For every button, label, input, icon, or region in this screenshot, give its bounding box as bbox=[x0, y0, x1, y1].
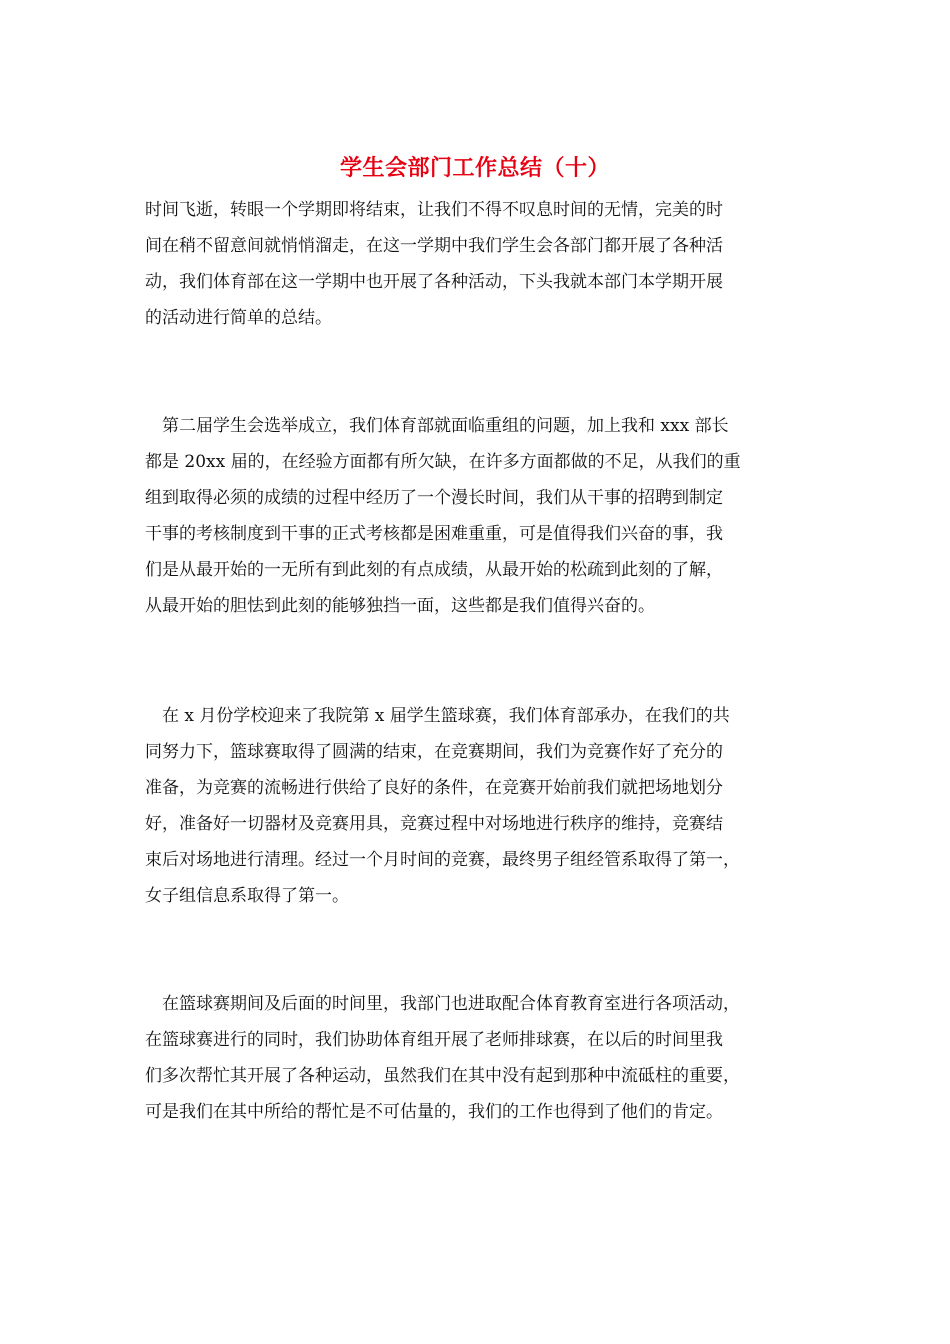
paragraph-line: 在篮球赛期间及后面的时间里，我部门也进取配合体育教育室进行各项活动， bbox=[145, 994, 740, 1014]
document-title: 学生会部门工作总结（十） bbox=[339, 155, 610, 181]
paragraph-2 bbox=[145, 408, 815, 624]
paragraph-line: 组到取得必须的成绩的过程中经历了一个漫长时间，我们从干事的招聘到制定 bbox=[145, 488, 723, 508]
paragraph-line: 在 x 月份学校迎来了我院第 x 届学生篮球赛，我们体育部承办，在我们的共 bbox=[145, 706, 730, 726]
paragraph-line: 们多次帮忙其开展了各种运动，虽然我们在其中没有起到那种中流砥柱的重要， bbox=[145, 1066, 740, 1086]
paragraph-4 bbox=[145, 986, 815, 1130]
paragraph-1 bbox=[145, 192, 815, 336]
paragraph-line: 动，我们体育部在这一学期中也开展了各种活动，下头我就本部门本学期开展 bbox=[145, 272, 723, 292]
paragraph-line: 好，准备好一切器材及竞赛用具，竞赛过程中对场地进行秩序的维持，竞赛结 bbox=[145, 814, 723, 834]
paragraph-line: 准备，为竞赛的流畅进行供给了良好的条件，在竞赛开始前我们就把场地划分 bbox=[145, 778, 723, 798]
paragraph-line: 的活动进行简单的总结。 bbox=[145, 308, 332, 328]
paragraph-line: 可是我们在其中所给的帮忙是不可估量的，我们的工作也得到了他们的肯定。 bbox=[145, 1102, 723, 1122]
paragraph-line: 干事的考核制度到干事的正式考核都是困难重重，可是值得我们兴奋的事，我 bbox=[145, 524, 723, 544]
paragraph-line: 间在稍不留意间就悄悄溜走，在这一学期中我们学生会各部门都开展了各种活 bbox=[145, 236, 723, 256]
paragraph-line: 女子组信息系取得了第一。 bbox=[145, 886, 349, 906]
paragraph-line: 时间飞逝，转眼一个学期即将结束，让我们不得不叹息时间的无情，完美的时 bbox=[145, 200, 723, 220]
paragraph-line: 都是 20xx 届的，在经验方面都有所欠缺，在许多方面都做的不足，从我们的重 bbox=[145, 452, 741, 472]
paragraph-line: 们是从最开始的一无所有到此刻的有点成绩，从最开始的松疏到此刻的了解， bbox=[145, 560, 723, 580]
paragraph-line: 第二届学生会选举成立，我们体育部就面临重组的问题，加上我和 xxx 部长 bbox=[145, 416, 729, 436]
paragraph-line: 束后对场地进行清理。经过一个月时间的竞赛，最终男子组经管系取得了第一， bbox=[145, 850, 740, 870]
paragraph-3 bbox=[145, 698, 815, 914]
paragraph-line: 在篮球赛进行的同时，我们协助体育组开展了老师排球赛，在以后的时间里我 bbox=[145, 1030, 723, 1050]
paragraph-line: 同努力下，篮球赛取得了圆满的结束，在竞赛期间，我们为竞赛作好了充分的 bbox=[145, 742, 723, 762]
paragraph-line: 从最开始的胆怯到此刻的能够独挡一面，这些都是我们值得兴奋的。 bbox=[145, 596, 655, 616]
